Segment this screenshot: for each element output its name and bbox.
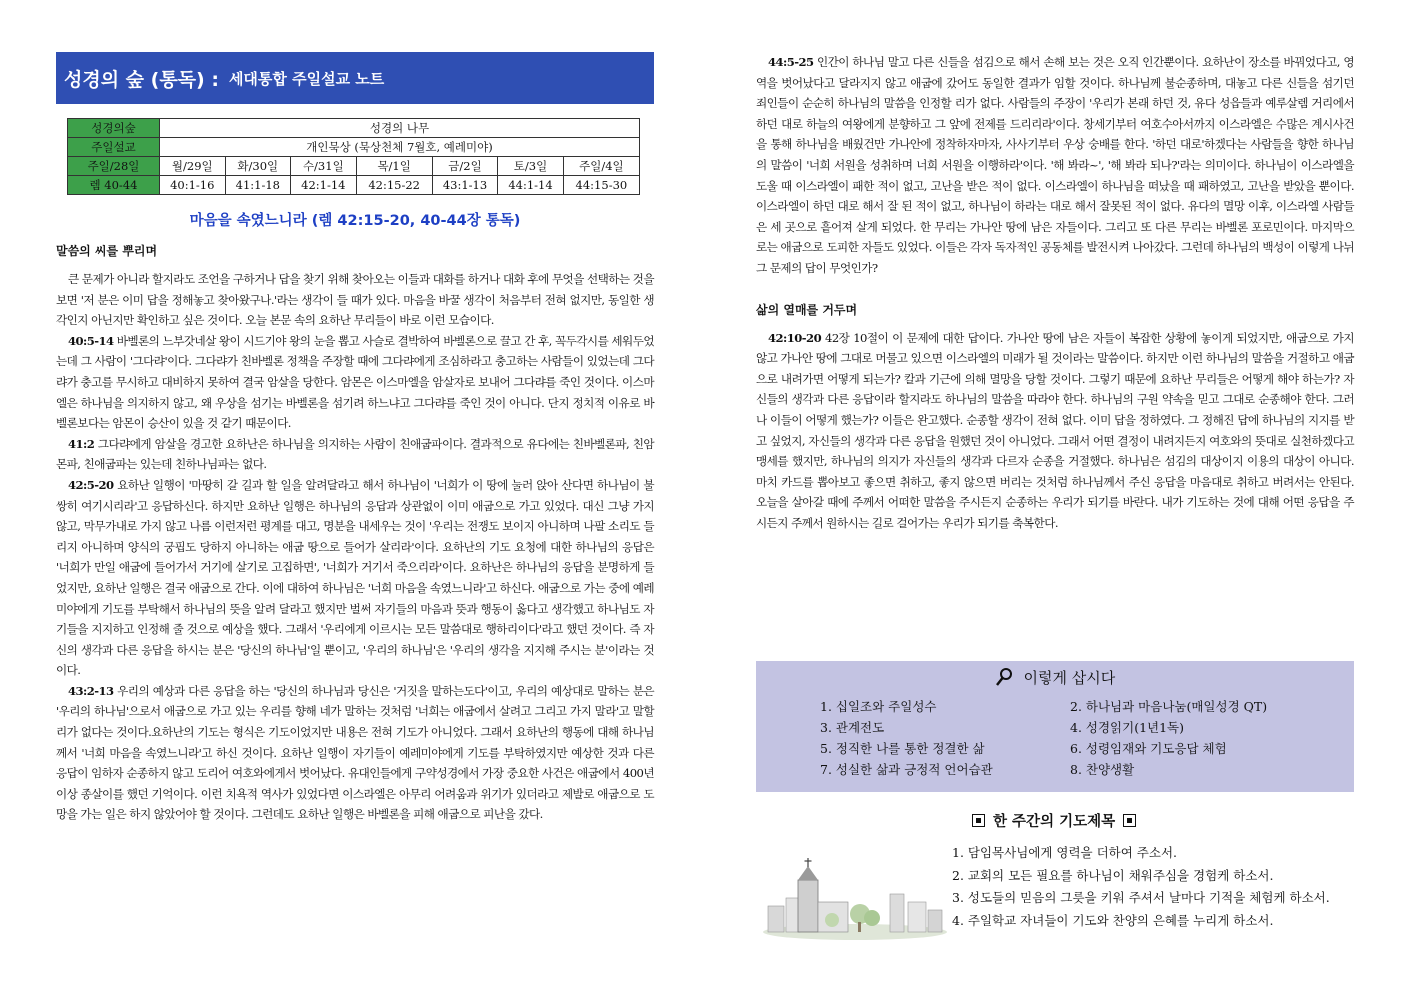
list-item: 3. 성도들의 믿음의 그릇을 키워 주셔서 날마다 기적을 체험케 하소서. [952,890,1330,905]
page-title: 성경의 숲 (통독) : [64,68,219,91]
square-bullet-icon [972,814,985,827]
schedule-ref: 44:1-14 [498,176,564,195]
paragraph [56,681,654,825]
verse-ref: 40:5-14 [68,333,114,348]
left-column [56,52,654,825]
schedule-cell: 개인묵상 (묵상천체 7월호, 예레미야) [160,138,640,157]
schedule-ref: 43:1-13 [432,176,498,195]
schedule-day: 목/1일 [356,157,432,176]
schedule-ref: 40:1-16 [160,176,226,195]
list-item: 4. 주일학교 자녀들이 기도와 찬양의 은혜를 누리게 하소서. [952,912,1274,928]
paragraph-text: 그다랴에게 암살을 경고한 요하난은 하나님을 의지하는 사람이 친애굽파이다. 결과적으로 유다에는 친바벨론파, 친암몬파, 친애굽파는 있는데 친하나님파는 없다. [56,436,654,472]
paragraph [56,331,654,434]
paragraph-text: 42장 10절이 이 문제에 대한 답이다. 가나안 땅에 남은 자들이 복잡한 상황에 놓이게 되었지만, 애굽으로 가지 않고 가나안 땅에 그대로 머물고 있으면 이스라엘의 미래가 될 것이라는 말씀이다. 하지만 이런 하나님의 말씀을 거절하고 애굽으로 내려가면 어떻게 되는가? 칼과 기근에 의해 멸망을 당할 것이다. 그렇기 때문에 요하난 무리들은 어떻게 해야 하는가? 자신들의 생각과 다른 응답이라 할지라도 하나님의 말씀을 따라야 한다. 하나님의 구원 약속을 믿고 그대로 순종해야 한다. 그러나 이들이 어떻게 했는가? 이들은 완고했다. 순종할 생각이 전혀 없다. 이미 답을 정하였다. 그 정해진 답에 하나님의 지지를 받고 싶었지, 자신들의 생각과 다른 응답을 원했던 것이 아니었다. 그래서 어떤 결정이 내려지든지 여호와의 뜻대로 실천하겠다고 맹세를 했지만, 하나님의 의지가 자신들의 생각과 다르자 순종을 거절했다. 하나님은 섬김의 대상이지 이용의 대상이 아니다. 마치 카드를 뽑아보고 좋으면 취하고, 좋지 않으면 버리는 것처럼 하나님께서 주신 응답을 마음대로 취하고 버려서는 안된다. 오늘을 살아갈 때에 주께서 어떠한 말씀을 주시든지 순종하는 우리가 되기를 바란다. 내가 기도하는 것에 대해 어떤 응답을 주시든지 주께서 원하시는 길로 걸어가는 우리가 되기를 축복한다. [756,330,1354,530]
paragraph-text: 요하난 일행이 '마땅히 갈 길과 할 일을 알려달라고 해서 하나님이 '너희가 이 땅에 눌러 앉아 산다면 하나님이 불쌍히 여기시리라'고 응답하신다. 하지만 요하난 일행은 하나님의 응답과 상관없이 이미 애굽으로 가고 있었다. 대신 그냥 가지 않고, 막무가내로 가지 않고 나름 이런저런 평계를 대고, 명분을 내세우는 것이 '우리는 전쟁도 보이지 아니하며 나팔 소리도 들리지 아니하며 양식의 궁핍도 당하지 아니하는 애굽 땅으로 들어가 살리라'이다. 요하난의 기도 요청에 대한 하나님의 응답은 '너희가 만일 애굽에 들어가서 거기에 살기로 고집하면', '너희가 거기서 죽으리라'이다. 요하난은 하나님의 응답을 분명하게 들었지만, 요하난 일행은 결국 애굽으로 간다. 이에 대하여 하나님은 '너희 마음을 속였느니라'고 하신다. 애굽으로 가는 중에 예레미야에게 기도를 부탁해서 하나님의 뜻을 알려 달라고 했지만 벌써 자기들의 마음과 뜻과 행동이 옳다고 생각했고 하나님도 자기들을 지지하고 인정해 줄 것으로 예상을 했다. 그래서 '우리에게 이르시는 모든 말씀대로 행하리이다'라고 했던 것이다. 즉 자신의 생각과 다른 응답을 하시는 분은 '당신의 하나님'일 뿐이고, '우리의 하나님'은 '우리의 생각을 지지해 주시는 분'이라는 것이다. [56,477,654,678]
schedule-ref: 42:1-14 [291,176,357,195]
schedule-cell: 성경의 나무 [160,119,640,138]
paragraph [756,52,1354,279]
schedule-day: 주일/4일 [563,157,639,176]
list-item: 2. 교회의 모든 필요를 하나님이 채워주심을 경험케 하소서. [952,867,1274,883]
prayer-title: 한 주간의 기도제목 [993,814,1116,830]
list-item: 1. 담임목사님에게 영력을 더하여 주소서. [952,845,1177,860]
list-item: 8. 찬양생활 [1070,762,1135,777]
schedule-day: 화/30일 [225,157,291,176]
list-item: 3. 관계전도 [820,720,885,735]
schedule-day: 수/31일 [291,157,357,176]
verse-ref: 43:2-13 [68,683,114,698]
verse-ref: 44:5-25 [768,55,814,69]
paragraph [56,434,654,475]
paragraph-text: 인간이 하나님 말고 다른 신들을 섬김으로 해서 손해 보는 것은 오직 인간뿐이다. 요하난이 장소를 바꿔었다고, 영역을 벗어났다고 달라지지 않고 애굽에 갔어도 동일한 결과가 임할 것이다. 하나님께 불순종하며, 대놓고 다른 신들을 섬기던 죄인들이 순순히 하나님의 말씀을 인정할 리가 없다. 사람들의 주장이 '우리가 본래 하던 것, 유다 성읍들과 예루살렘 거리에서 하던 대로 하늘의 여왕에게 분향하고 그 앞에 전제를 드리리라'이다. 창세기부터 여호수아서까지 이스라엘은 수많은 계시사건을 통해 하나님을 배웠건만 가나안에 정착하자마자, 사사기부터 우상 숭배를 한다. '하던 대로'하겠다는 사람들을 향한 하나님의 말씀이 '너희 서원을 성취하며 너희 서원을 이행하라'이다. '해 봐라~', '해 봐라 되나?'라는 의미이다. 하나님이 이스라엘을 도울 때 이스라엘이 패한 적이 없고, 고난을 받은 적이 없다. 이스라엘이 하나님을 떠났을 때 패하였고, 고난을 받았을 뿐이다. 이스라엘이 하던 대로 해서 잘 된 적이 없고, 하나님이 하라는 대로 해서 잘못된 적이 없다. 유다의 멸망 이후, 이스라엘 사람들은 세 곳으로 흩어져 살게 되었다. 한 무리는 가나안 땅에 남은 자들이다. 그리고 또 다른 무리는 바벨론 포로민이다. 마지막으로는 애굽으로 도피한 자들도 있었다. 이들은 각자 독자적인 공동체를 발전시켜 나아갔다. 그런데 하나님의 백성이 이렇게 나뉘 그 문제의 답이 무엇인가? [756,55,1354,275]
paragraph-text: 우리의 예상과 다른 응답을 하는 '당신의 하나님과 당신은 '거짓을 말하는도다'이고, 우리의 예상대로 말하는 분은 '우리의 하나님'으로서 애굽으로 가고 있는 우리를 향해 네가 말하는 것처럼 '너희는 애굽에서 살려고 그리고 가지 말라'고 말할 리가 없다는 것이다.요하난의 기도는 형식은 기도이었지만 내용은 전혀 기도가 아니었다. 그래서 요하난의 행동에 대해 하나님께서 '너희 마음을 속였느니라'고 하신 것이다. 요하난 일행이 자기들이 예레미야에게 기도를 부탁하였지만 예상한 것과 다른 응답이 임하자 순종하지 않고 도리어 여호와에게서 벗어났다. 유대인들에게 구약성경에서 가장 중요한 사건은 애굽에서 400년 이상 종살이를 했던 기억이다. 이런 치욕적 역사가 있었다면 이스라엘은 아무리 어려움과 위기가 있더라고 제발로 애굽으로 도망을 가는 일은 하지 않았어야 할 것이다. 그런데도 요하난 일행은 바벨론을 피해 애굽으로 피난을 갔다. [56,683,654,822]
schedule-day: 월/29일 [160,157,226,176]
header-bar [56,52,654,104]
schedule-label: 렘 40-44 [68,176,160,195]
sermon-title: 마음을 속였느니라 (렘 42:15-20, 40-44장 통독) [189,213,521,229]
prayer-heading [972,810,1136,831]
list-item: 2. 하나님과 마음나눔(매일성경 QT) [1070,699,1268,714]
schedule-day: 토/3일 [498,157,564,176]
paragraph-text: 바벨론의 느부갓네살 왕이 시드기야 왕의 눈을 뽑고 사슬로 결박하여 바벨론으로 끌고 간 후, 꼭두각시를 세워두었는데 그 사람이 '그다랴'이다. 그다랴가 친바벨론 정책을 주장할 때에 그다랴에게 조심하라고 충고하는 사람들이 있었는데 그다랴가 충고를 무시하고 대비하지 못하여 결국 암살을 당한다. 암몬은 이스마엘을 암살자로 보내어 그다랴를 죽인 것이다. 이스마엘은 하나님을 의지하지 않고, 왜 우상을 섬기는 바벨론을 섬기려 하느냐고 그다랴를 죽인 것이 아니다. 단지 정치적 이유로 바벨론보다는 암몬이 승산이 있을 것 같기 때문이다. [56,333,654,431]
church-town-illustration [760,858,950,940]
live-title: 이렇게 삽시다 [1023,669,1116,687]
list-item: 5. 정직한 나를 통한 정결한 삶 [820,741,985,756]
schedule-ref: 42:15-22 [356,176,432,195]
paragraph-text: 큰 문제가 아니라 할지라도 조언을 구하거나 답을 찾기 위해 찾아오는 이들과 대화를 하거나 대화 후에 무엇을 선택하는 것을 보면 '저 분은 이미 답을 정해놓고 찾아왔구나.'라는 생각이 들 때가 있다. 마음을 바꿀 생각이 처음부터 전혀 없지만, 동일한 생각인지 아닌지만 확인하고 싶은 것이다. 오늘 본문 속의 요하난 무리들이 바로 이런 모습이다. [56,272,654,328]
list-item: 7. 성실한 삶과 긍정적 언어습관 [820,762,993,777]
section-heading: 삶의 열매를 거두며 [756,302,858,317]
page-subtitle: 세대통합 주일설교 노트 [228,69,385,88]
paragraph [756,328,1354,534]
paragraph [56,475,654,681]
paragraph [56,269,654,331]
schedule-label: 주일설교 [68,138,160,157]
live-title-row [756,667,1354,688]
live-box [756,661,1354,792]
schedule-label: 성경의숲 [68,119,160,138]
list-item: 1. 십일조와 주일성수 [820,699,937,714]
schedule-day: 금/2일 [432,157,498,176]
magnifier-icon [995,669,1024,687]
verse-ref: 42:5-20 [68,477,114,492]
list-item: 4. 성경읽기(1년1독) [1070,720,1185,735]
verse-ref: 41:2 [68,436,95,451]
schedule-table [67,118,640,195]
square-bullet-icon [1123,814,1136,827]
live-list [820,697,1340,778]
schedule-ref: 41:1-18 [225,176,291,195]
schedule-ref: 44:15-30 [563,176,639,195]
list-item: 6. 성령임재와 기도응답 체험 [1070,741,1227,756]
verse-ref: 42:10-20 [768,330,822,345]
section-heading: 말씀의 씨를 뿌리며 [56,244,158,258]
right-column [756,52,1354,533]
prayer-list [952,842,1330,932]
schedule-label: 주일/28일 [68,157,160,176]
